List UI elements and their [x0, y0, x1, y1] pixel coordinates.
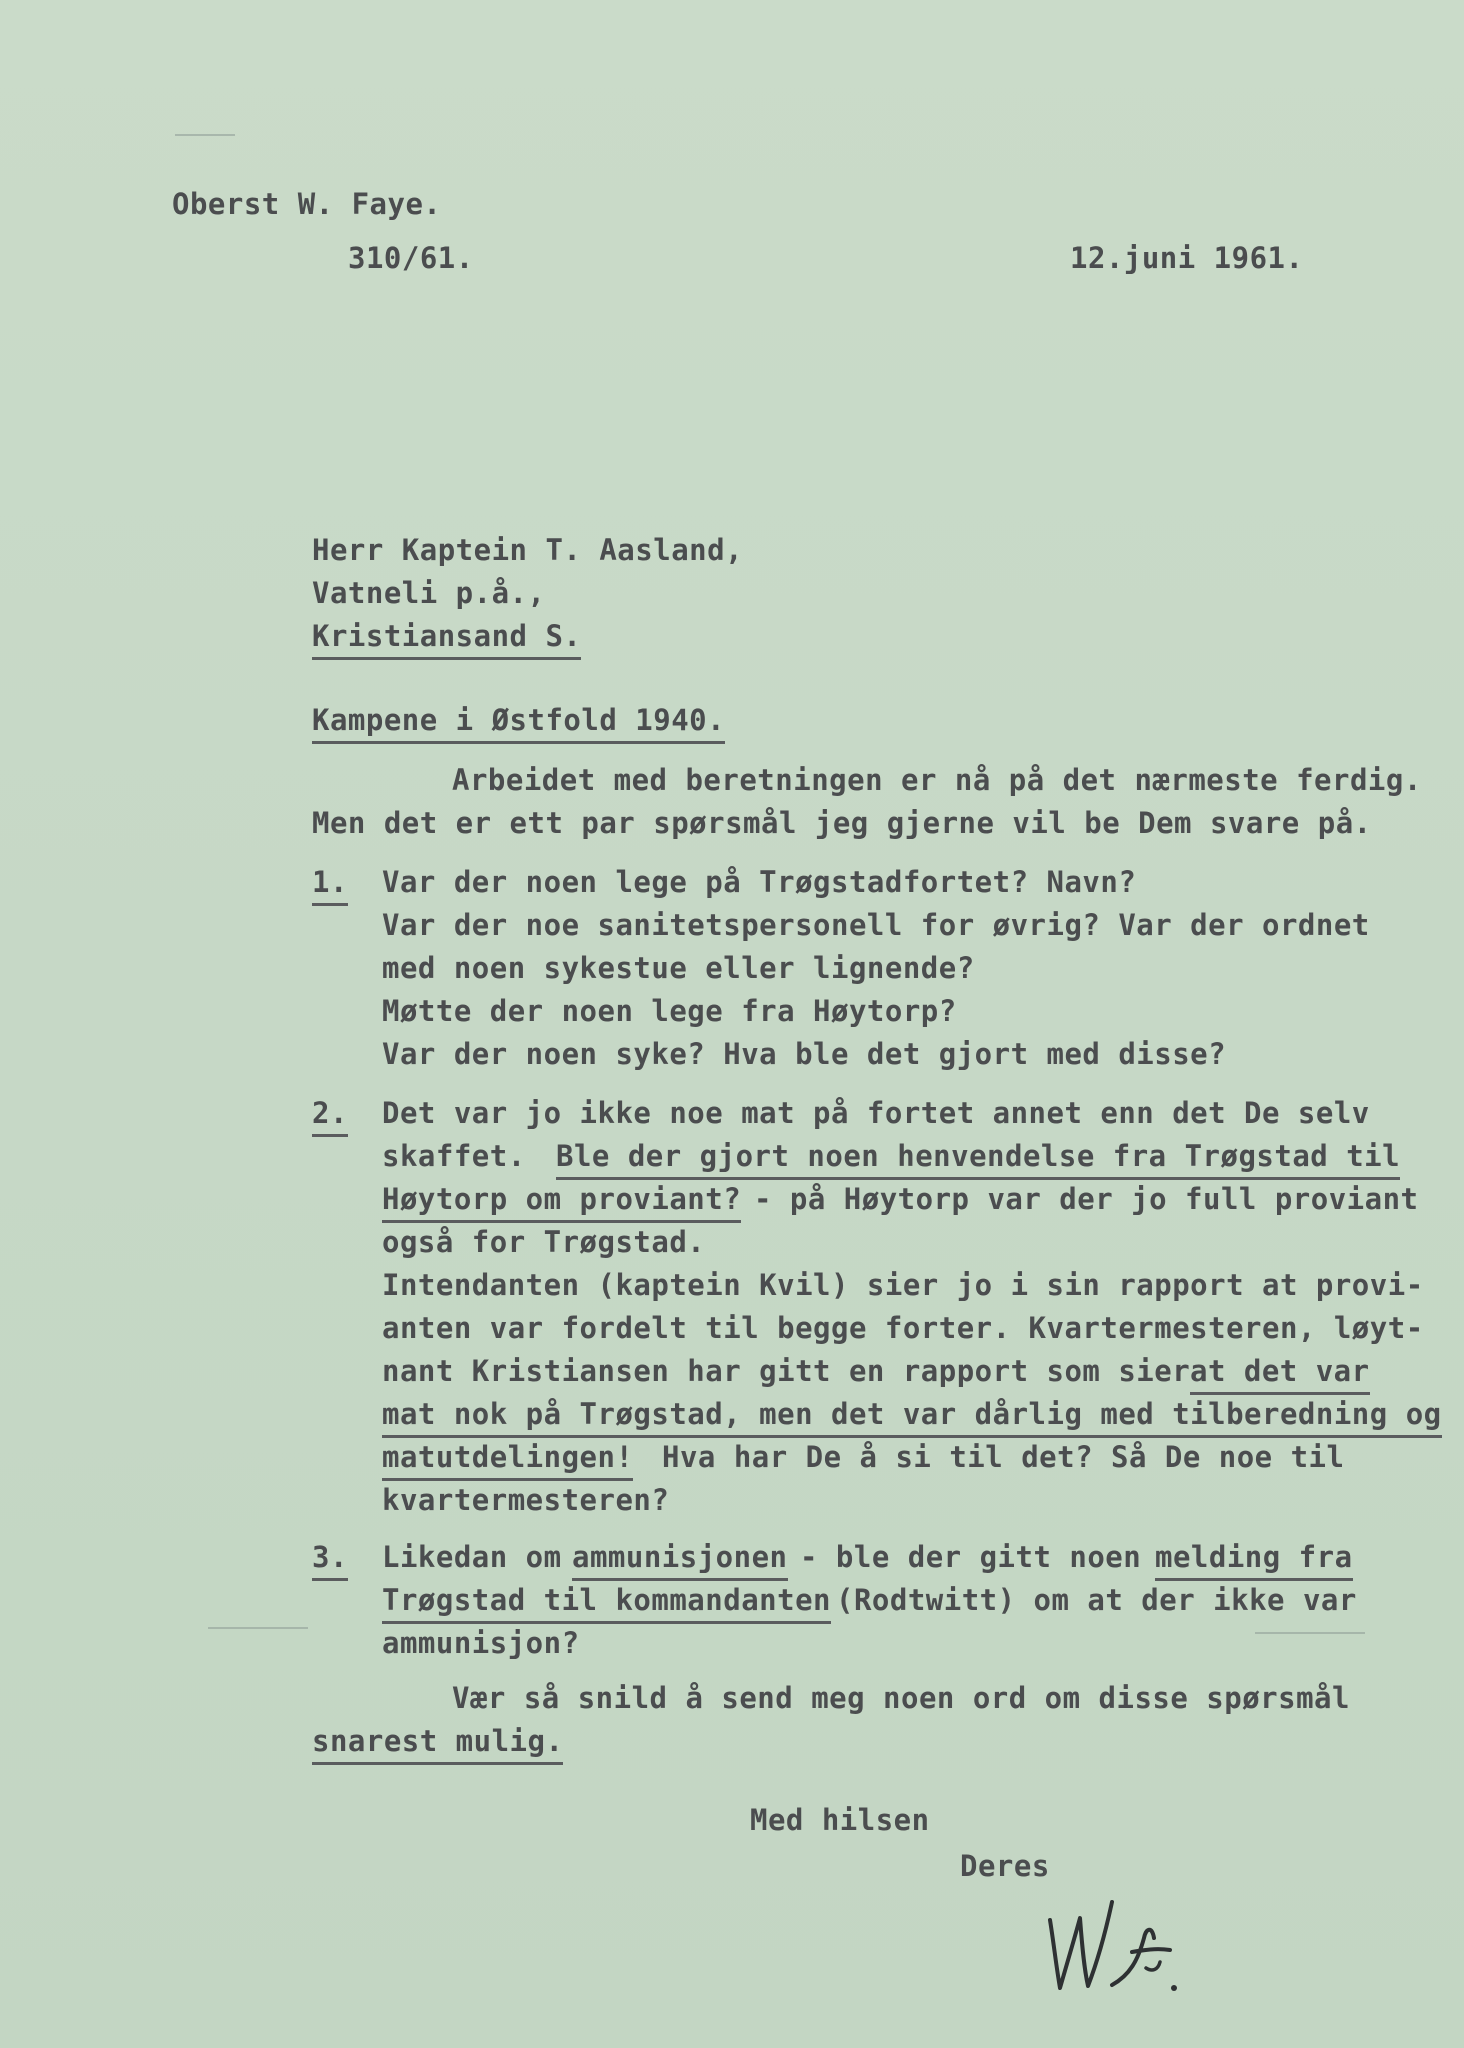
- guide-mark-right: [1255, 1632, 1365, 1634]
- closing-deres: Deres: [960, 1849, 1050, 1883]
- sender-line: Oberst W. Faye.: [172, 187, 442, 221]
- question-2-line-2a: skaffet.: [382, 1139, 526, 1173]
- question-2-line-1: Det var jo ikke noe mat på fortet annet enn det De selv: [382, 1096, 1370, 1130]
- question-3-number: 3.: [312, 1537, 348, 1581]
- question-1-line-3: med noen sykestue eller lignende?: [382, 951, 975, 985]
- reference-number: 310/61.: [348, 241, 474, 275]
- question-2-line-4: også for Trøgstad.: [382, 1225, 706, 1259]
- closing-request-line-1: Vær så snild å send meg noen ord om disse spørsmål: [452, 1681, 1350, 1715]
- question-1-line-2: Var der noe sanitetspersonell for øvrig? Var der ordnet: [382, 908, 1370, 942]
- question-3-line-2b: (Rodtwitt) om at der ikke var: [836, 1583, 1357, 1617]
- subject-line: Kampene i Østfold 1940.: [312, 700, 725, 744]
- intro-line-2: Men det er ett par spørsmål jeg gjerne vil be Dem svare på.: [312, 806, 1372, 840]
- question-2-line-3b: - på Høytorp var der jo full proviant: [754, 1182, 1419, 1216]
- question-1-line-5: Var der noen syke? Hva ble det gjort med disse?: [382, 1037, 1227, 1071]
- question-3-line-1a: Likedan om: [382, 1540, 562, 1574]
- question-1-line-4: Møtte der noen lege fra Høytorp?: [382, 994, 957, 1028]
- question-2-number: 2.: [312, 1093, 348, 1137]
- question-2-line-7a: nant Kristiansen har gitt en rapport som sier: [382, 1354, 1191, 1388]
- closing-request-line-2: snarest mulig.: [312, 1721, 563, 1765]
- recipient-name: Herr Kaptein T. Aasland,: [312, 533, 744, 567]
- signature-image: [1040, 1890, 1190, 2000]
- question-2-line-10: kvartermesteren?: [382, 1483, 670, 1517]
- question-2-line-9a: matutdelingen!: [382, 1437, 633, 1481]
- question-2-line-6: anten var fordelt til begge forter. Kvartermesteren, løyt-: [382, 1311, 1424, 1345]
- question-2-line-9b: Hva har De å si til det? Så De noe til: [662, 1440, 1345, 1474]
- recipient-city: Kristiansand S.: [312, 616, 581, 660]
- question-2-line-8: mat nok på Trøgstad, men det var dårlig med tilberedning og: [382, 1394, 1442, 1438]
- question-3-line-3: ammunisjon?: [382, 1626, 580, 1660]
- question-3-line-2a: Trøgstad til kommandanten: [382, 1580, 831, 1624]
- question-2-line-7b: at det var: [1190, 1351, 1370, 1395]
- question-2-line-5: Intendanten (kaptein Kvil) sier jo i sin rapport at provi-: [382, 1268, 1424, 1302]
- recipient-address: Vatneli p.å.,: [312, 576, 546, 610]
- question-1-line-1: Var der noen lege på Trøgstadfortet? Navn?: [382, 865, 1137, 899]
- intro-line-1: Arbeidet med beretningen er nå på det nærmeste ferdig.: [452, 763, 1422, 797]
- greeting: Med hilsen: [750, 1803, 930, 1837]
- guide-mark-top: [175, 134, 235, 136]
- question-2-line-3a: Høytorp om proviant?: [382, 1179, 741, 1223]
- guide-mark-left: [208, 1627, 308, 1629]
- question-3-line-1b: ammunisjonen: [572, 1537, 788, 1581]
- letter-date: 12.juni 1961.: [1070, 241, 1304, 275]
- question-2-line-2b: Ble der gjort noen henvendelse fra Trøgstad til: [556, 1136, 1400, 1180]
- question-3-line-1d: melding fra: [1155, 1537, 1353, 1581]
- question-3-line-1c: - ble der gitt noen: [800, 1540, 1142, 1574]
- question-1-number: 1.: [312, 862, 348, 906]
